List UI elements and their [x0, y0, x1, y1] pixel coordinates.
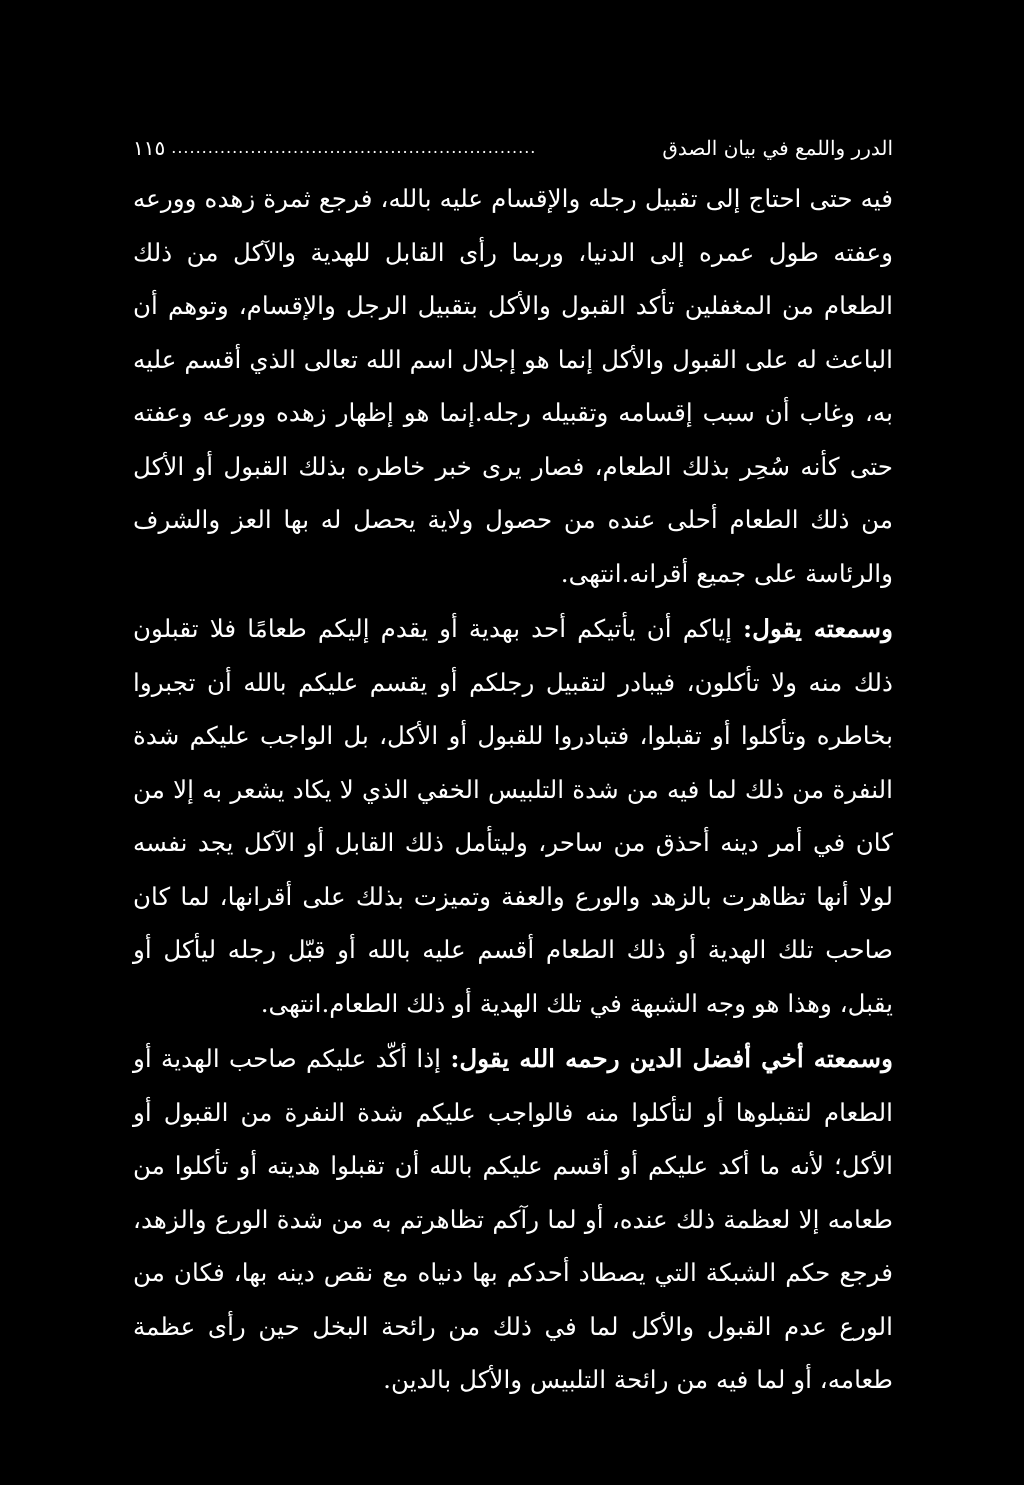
- paragraph-text: فيه حتى احتاج إلى تقبيل رجله والإقسام عليه بالله، فرجع ثمرة زهده وورعه وعفته طول عمره إلى الدنيا، وربما رأى القابل للهدية والآكل من ذلك الطعام من المغفلين تأكد القبول والأكل بتقبيل الرجل والإقسام، وتوهم أن الباعث له على القبول والأكل إنما هو إجلال اسم الله تعالى الذي أقسم عليه به، وغاب أن سبب إقسامه وتقبيله رجله.إنما هو إظهار زهده وورعه وعفته حتى كأنه سُحِر بذلك الطعام، فصار يرى خبر خاطره بذلك القبول أو الأكل من ذلك الطعام أحلى عنده من حصول ولاية يحصل له بها العز والشرف والرئاسة على جميع أقرانه.انتهى.: [133, 184, 893, 588]
- paragraph-3: [133, 1032, 893, 1407]
- book-title: الدرر واللمع في بيان الصدق: [662, 136, 893, 160]
- paragraph-lead: وسمعته يقول:: [743, 614, 893, 643]
- paragraph-text: إذا أكّد عليكم صاحب الهدية أو الطعام لتقبلوها أو لتأكلوا منه فالواجب عليكم شدة النفرة من القبول أو الأكل؛ لأنه ما أكد عليكم أو أقسم عليكم بالله أن تقبلوا هديته أو تأكلوا من طعامه إلا لعظمة ذلك عنده، أو لما رآكم تظاهرتم به من شدة الورع والزهد، فرجع حكم الشبكة التي يصطاد أحدكم بها دنياه مع نقص دينه بها، فكان من الورع عدم القبول والأكل لما في ذلك من رائحة البخل حين رأى عظمة طعامه، أو لما فيه من رائحة التلبيس والأكل بالدين.: [133, 1044, 893, 1394]
- paragraph-text: إياكم أن يأتيكم أحد بهدية أو يقدم إليكم طعامًا فلا تقبلون ذلك منه ولا تأكلون، فيبادر لتقبيل رجلكم أو يقسم عليكم بالله أن تجبروا بخاطره وتأكلوا أو تقبلوا، فتبادروا للقبول أو الأكل، بل الواجب عليكم شدة النفرة من ذلك لما فيه من شدة التلبيس الخفي الذي لا يكاد يشعر به إلا من كان في أمر دينه أحذق من ساحر، وليتأمل ذلك القابل أو الآكل يجد نفسه لولا أنها تظاهرت بالزهد والورع والعفة وتميزت بذلك على أقرانها، لما كان صاحب تلك الهدية أو ذلك الطعام أقسم عليه بالله أو قبّل رجله ليأكل أو يقبل، وهذا هو وجه الشبهة في تلك الهدية أو ذلك الطعام.انتهى.: [133, 614, 893, 1018]
- paragraph-2: [133, 602, 893, 1030]
- page-content: [133, 128, 893, 1407]
- dot-leader: ............................................................: [171, 138, 537, 157]
- paragraph-lead: وسمعته أخي أفضل الدين رحمه الله يقول:: [450, 1044, 893, 1073]
- page-number: ١١٥: [133, 136, 166, 160]
- running-header: [133, 128, 893, 168]
- paragraph-1: [133, 172, 893, 600]
